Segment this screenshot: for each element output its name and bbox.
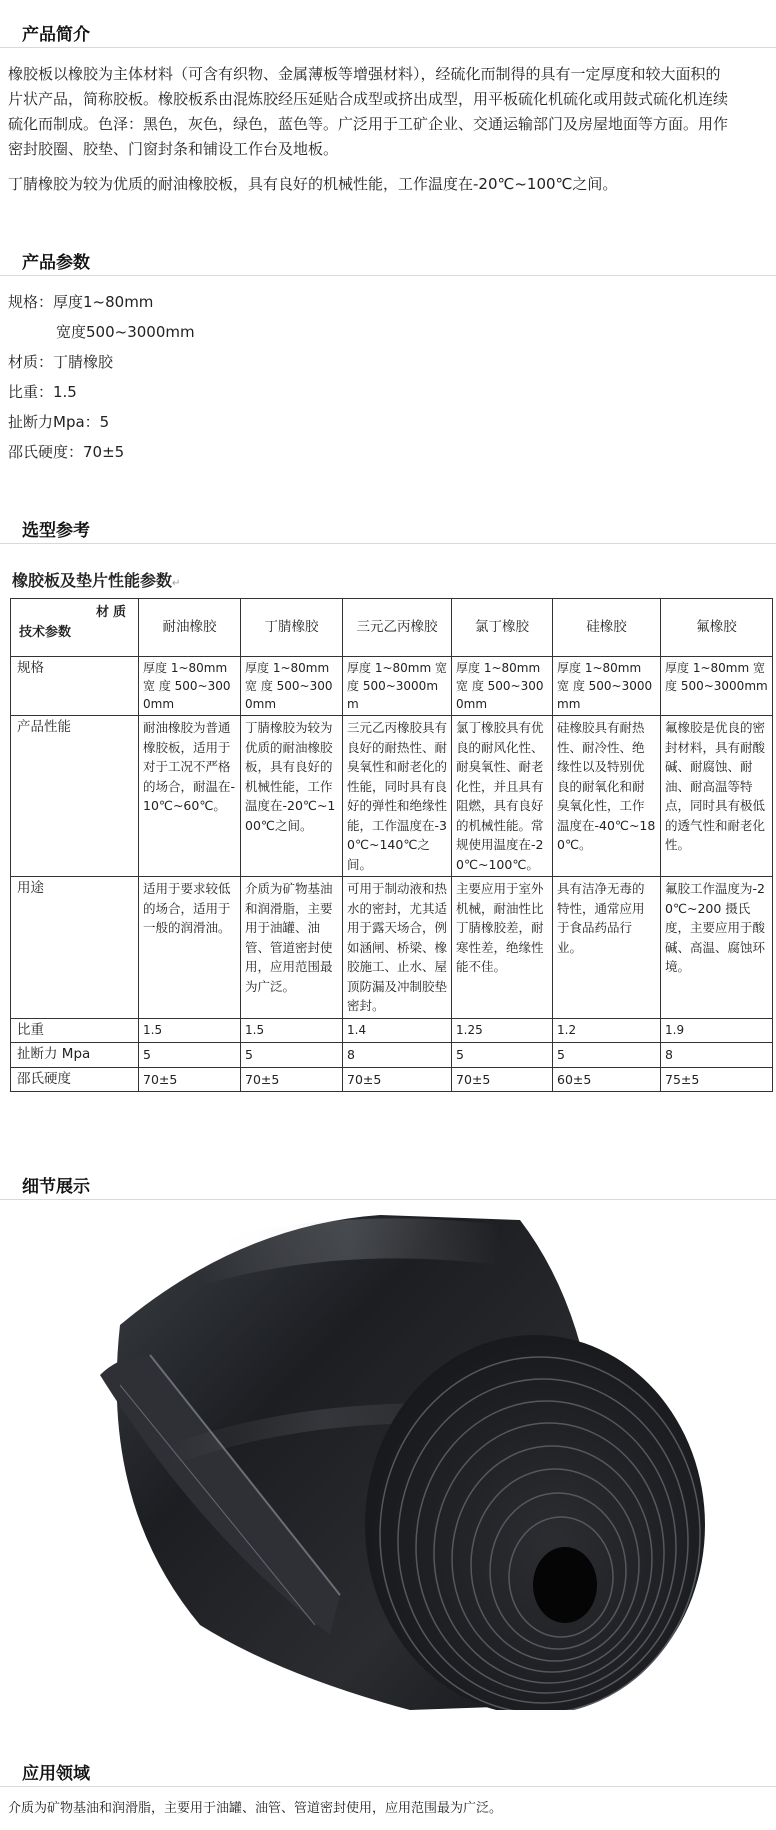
rubber-roll-photo — [80, 1205, 705, 1710]
table-cell: 70±5 — [452, 1067, 553, 1092]
application-text: 介质为矿物基油和润滑脂，主要用于油罐、油管、管道密封使用，应用范围最为广泛。 — [8, 1801, 503, 1816]
column-header: 氯丁橡胶 — [452, 599, 553, 657]
application-section-header — [0, 1747, 776, 1787]
param-tensile: 扯断力Mpa：5 — [8, 413, 110, 431]
table-cell: 三元乙丙橡胶具有良好的耐热性、耐臭氧性和耐老化的性能，同时具有良好的弹性和绝缘性能，工作温度在-30℃~140℃之间。 — [343, 716, 452, 877]
table-row-tensile — [11, 1043, 773, 1068]
table-cell: 耐油橡胶为普通橡胶板，适用于对于工况不严格的场合，耐温在-10℃~60℃。 — [139, 716, 241, 877]
selection-section-header — [0, 504, 776, 544]
table-cell: 具有洁净无毒的特性，通常应用于食品药品行业。 — [553, 877, 661, 1019]
table-corner-cell — [11, 599, 139, 657]
intro-paragraph-2: 丁腈橡胶为较为优质的耐油橡胶板，具有良好的机械性能，工作温度在-20℃~100℃之间。 — [8, 175, 618, 193]
param-gravity: 比重：1.5 — [8, 383, 77, 401]
intro-line: 密封胶圈、胶垫、门窗封条和铺设工作台及地板。 — [8, 140, 339, 158]
table-cell: 1.9 — [661, 1018, 773, 1043]
column-header: 耐油橡胶 — [139, 599, 241, 657]
table-row-hardness — [11, 1067, 773, 1092]
table-cell: 介质为矿物基油和润滑脂，主要用于油罐、油管、管道密封使用，应用范围最为广泛。 — [241, 877, 343, 1019]
column-header: 三元乙丙橡胶 — [343, 599, 452, 657]
table-cell: 可用于制动液和热水的密封，尤其适用于露天场合，例如涵闸、桥梁、橡胶施工、止水、屋顶防漏及冲制胶垫密封。 — [343, 877, 452, 1019]
table-cell: 厚度 1~80mm 宽 度 500~3000mm — [343, 657, 452, 716]
table-cell: 1.2 — [553, 1018, 661, 1043]
column-header: 氟橡胶 — [661, 599, 773, 657]
param-material: 材质：丁腈橡胶 — [8, 353, 114, 371]
table-cell: 8 — [661, 1043, 773, 1068]
table-cell: 5 — [452, 1043, 553, 1068]
application-heading: 应用领域 — [22, 1764, 90, 1784]
table-title — [12, 568, 180, 591]
intro-section-header — [0, 8, 776, 48]
table-cell: 8 — [343, 1043, 452, 1068]
intro-line: 片状产品，简称胶板。橡胶板系由混炼胶经压延贴合成型或挤出成型，用平板硫化机硫化或用鼓式硫化机连续 — [8, 90, 729, 108]
table-cell: 1.25 — [452, 1018, 553, 1043]
table-cell: 70±5 — [343, 1067, 452, 1092]
intro-line: 硫化而制成。色泽：黑色，灰色，绿色，蓝色等。广泛用于工矿企业、交通运输部门及房屋地面等方面。用作 — [8, 115, 729, 133]
detail-section-header — [0, 1160, 776, 1200]
table-cell: 5 — [241, 1043, 343, 1068]
intro-heading: 产品简介 — [22, 25, 90, 45]
paragraph-mark-icon: ↵ — [172, 578, 181, 589]
table-cell: 5 — [553, 1043, 661, 1068]
table-cell: 75±5 — [661, 1067, 773, 1092]
table-cell: 氯丁橡胶具有优良的耐风化性、耐臭氧性、耐老化性，并且具有阻燃，具有良好的机械性能。常规使用温度在-20℃~100℃。 — [452, 716, 553, 877]
table-cell: 氟胶工作温度为-20℃~200 摄氏度，主要应用于酸碱、高温、腐蚀环境。 — [661, 877, 773, 1019]
table-cell: 厚度 1~80mm 宽 度 500~3000mm — [553, 657, 661, 716]
table-row-performance — [11, 716, 773, 877]
table-cell: 厚度 1~80mm 宽 度 500~3000mm — [241, 657, 343, 716]
table-row-gravity — [11, 1018, 773, 1043]
table-cell: 5 — [139, 1043, 241, 1068]
param-spec-width: 宽度500~3000mm — [56, 323, 195, 341]
table-cell: 1.5 — [241, 1018, 343, 1043]
detail-heading: 细节展示 — [22, 1177, 90, 1197]
params-heading: 产品参数 — [22, 253, 90, 273]
table-cell: 60±5 — [553, 1067, 661, 1092]
table-cell: 厚度 1~80mm 宽 度 500~3000mm — [452, 657, 553, 716]
row-label: 用途 — [11, 877, 139, 1019]
corner-material-label: 材质 — [95, 605, 130, 620]
table-row-usage — [11, 877, 773, 1019]
table-cell: 适用于要求较低的场合，适用于一般的润滑油。 — [139, 877, 241, 1019]
row-label: 产品性能 — [11, 716, 139, 877]
table-cell: 厚度 1~80mm 宽 度 500~3000mm — [661, 657, 773, 716]
table-cell: 70±5 — [139, 1067, 241, 1092]
table-row-spec — [11, 657, 773, 716]
table-cell: 硅橡胶具有耐热性、耐冷性、绝缘性以及特别优良的耐氧化和耐臭氧化性，工作温度在-40℃~180℃。 — [553, 716, 661, 877]
row-label: 规格 — [11, 657, 139, 716]
selection-heading: 选型参考 — [22, 521, 90, 541]
table-cell: 氟橡胶是优良的密封材料，具有耐酸碱、耐腐蚀、耐油、耐高温等特点，同时具有极低的透气性和耐老化性。 — [661, 716, 773, 877]
row-label: 扯断力 Mpa — [11, 1043, 139, 1068]
table-title-text: 橡胶板及垫片性能参数 — [12, 571, 173, 590]
intro-line: 橡胶板以橡胶为主体材料（可含有织物、金属薄板等增强材料），经硫化而制得的具有一定厚度和较大面积的 — [8, 65, 721, 83]
table-cell: 70±5 — [241, 1067, 343, 1092]
row-label: 比重 — [11, 1018, 139, 1043]
table-cell: 厚度 1~80mm 宽 度 500~3000mm — [139, 657, 241, 716]
table-cell: 丁腈橡胶为较为优质的耐油橡胶板，具有良好的机械性能，工作温度在-20℃~100℃之间。 — [241, 716, 343, 877]
table-cell: 1.5 — [139, 1018, 241, 1043]
params-section-header — [0, 236, 776, 276]
table-header-row — [11, 599, 773, 657]
param-spec-thickness: 规格：厚度1~80mm — [8, 293, 154, 311]
column-header: 硅橡胶 — [553, 599, 661, 657]
param-hardness: 邵氏硬度：70±5 — [8, 443, 125, 461]
column-header: 丁腈橡胶 — [241, 599, 343, 657]
row-label: 邵氏硬度 — [11, 1067, 139, 1092]
table-cell: 1.4 — [343, 1018, 452, 1043]
corner-tech-label: 技术参数 — [19, 625, 72, 640]
table-cell: 主要应用于室外机械，耐油性比丁腈橡胶差，耐寒性差，绝缘性能不佳。 — [452, 877, 553, 1019]
rubber-spec-table — [10, 598, 773, 1092]
intro-paragraph-1 — [8, 62, 770, 162]
